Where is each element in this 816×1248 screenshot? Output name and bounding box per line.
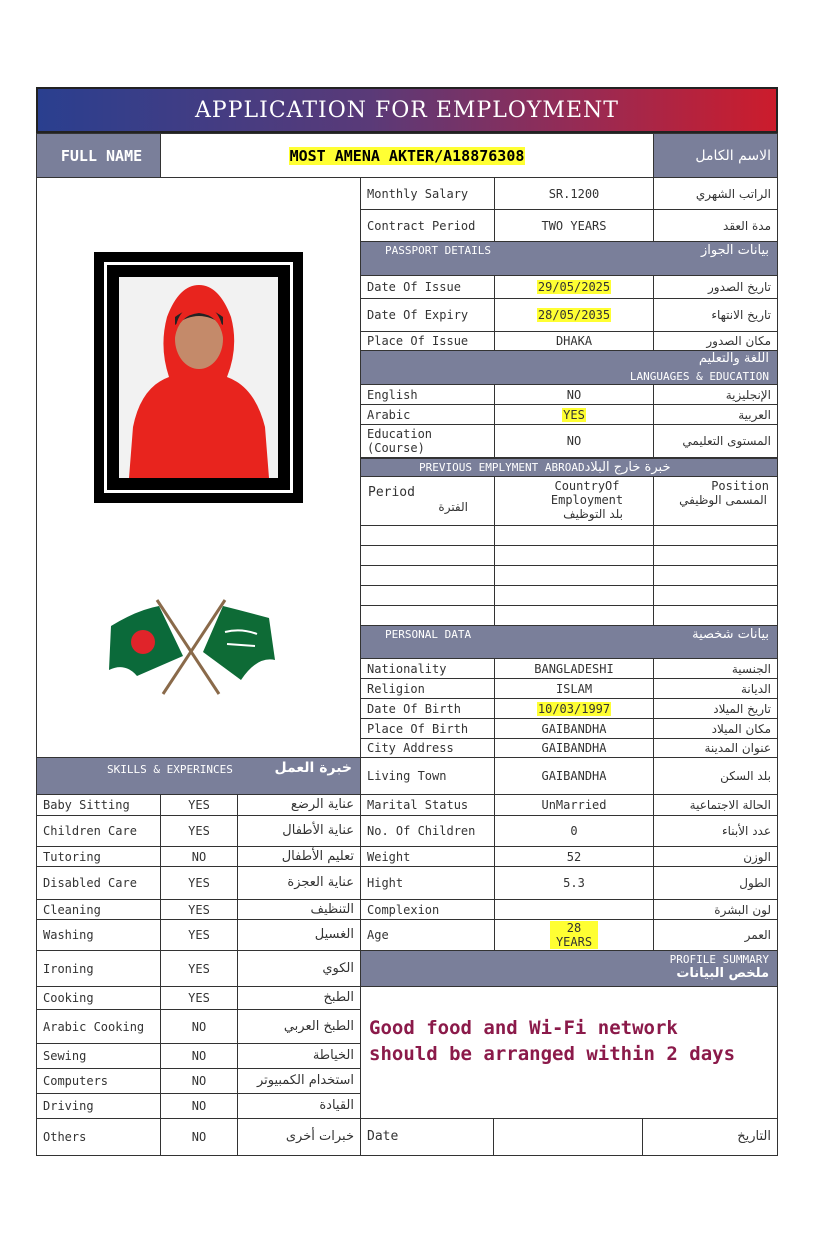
prev-row-3-country bbox=[494, 565, 654, 586]
personal-header-en: PERSONAL DATA bbox=[385, 628, 472, 641]
contract-period-label-ar: مدة العقد bbox=[653, 209, 778, 242]
skill-4-value: YES bbox=[160, 899, 238, 920]
contract-period-value-cell bbox=[494, 209, 654, 242]
col-period-en: Period bbox=[368, 485, 415, 500]
personal-header-ar: بيانات شخصية bbox=[692, 627, 769, 642]
skill-3-label-ar: عناية العجزة bbox=[237, 866, 361, 900]
education-value-cell bbox=[494, 424, 654, 458]
marital-status-value-cell bbox=[494, 794, 654, 816]
living-town-value-cell bbox=[494, 757, 654, 795]
full-name-value: MOST AMENA AKTER/A18876308 bbox=[289, 146, 525, 165]
prev-row-4-position bbox=[653, 585, 778, 606]
photo-area bbox=[36, 177, 361, 758]
place-of-issue-value: DHAKA bbox=[555, 334, 593, 348]
languages-header bbox=[360, 350, 778, 385]
skill-2-label-ar: تعليم الأطفال bbox=[237, 846, 361, 867]
skill-11-value: NO bbox=[160, 1093, 238, 1119]
age-value: 28 YEARS bbox=[550, 921, 598, 949]
date-of-birth-value-cell bbox=[494, 698, 654, 719]
city-address-label-ar: عنوان المدينة bbox=[653, 738, 778, 758]
nationality-label-ar: الجنسية bbox=[653, 658, 778, 679]
date-of-birth-label: Date Of Birth bbox=[360, 698, 495, 719]
prev-row-4-country bbox=[494, 585, 654, 606]
prev-employment-header bbox=[360, 458, 778, 477]
skill-5-label-ar: الغسيل bbox=[237, 919, 361, 951]
no-of-children-value: 0 bbox=[570, 824, 578, 838]
date-label: Date bbox=[360, 1118, 494, 1156]
complexion-label-ar: لون البشرة bbox=[653, 899, 778, 920]
place-of-issue-label: Place Of Issue bbox=[360, 331, 495, 351]
city-address-label: City Address bbox=[360, 738, 495, 758]
col-position-ar: المسمى الوظيفي bbox=[679, 493, 767, 507]
weight-value-cell bbox=[494, 846, 654, 867]
contract-period-label: Contract Period bbox=[360, 209, 495, 242]
skills-header bbox=[36, 757, 361, 795]
city-address-value: GAIBANDHA bbox=[541, 741, 607, 755]
arabic-value: YES bbox=[563, 407, 585, 422]
age-label: Age bbox=[360, 919, 495, 951]
no-of-children-value-cell bbox=[494, 815, 654, 847]
skill-10-label: Computers bbox=[36, 1068, 161, 1094]
skill-3-label: Disabled Care bbox=[36, 866, 161, 900]
living-town-value: GAIBANDHA bbox=[541, 769, 607, 783]
skill-8-label: Arabic Cooking bbox=[36, 1009, 161, 1044]
date-of-issue-label: Date Of Issue bbox=[360, 275, 495, 299]
date-of-issue-value: 29/05/2025 bbox=[537, 280, 611, 294]
monthly-salary-label-ar: الراتب الشهري bbox=[653, 177, 778, 210]
skill-0-value: YES bbox=[160, 794, 238, 816]
prev-row-5-position bbox=[653, 605, 778, 626]
skill-6-label: Ironing bbox=[36, 950, 161, 987]
no-of-children-label: No. Of Children bbox=[360, 815, 495, 847]
place-of-birth-value: GAIBANDHA bbox=[541, 721, 607, 736]
passport-header-ar: بيانات الجواز bbox=[700, 243, 769, 258]
prev-row-2-period bbox=[360, 545, 495, 566]
skill-8-value: NO bbox=[160, 1009, 238, 1044]
date-of-birth-value: 10/03/1997 bbox=[537, 701, 611, 716]
languages-header-ar: اللغة والتعليم bbox=[698, 351, 769, 366]
living-town-label-ar: بلد السكن bbox=[653, 757, 778, 795]
applicant-photo bbox=[119, 277, 278, 478]
education-label-ar: المستوى التعليمي bbox=[653, 424, 778, 458]
skill-3-value: YES bbox=[160, 866, 238, 900]
date-label-ar: التاريخ bbox=[642, 1118, 778, 1156]
applicant-portrait-icon bbox=[119, 277, 278, 478]
skill-7-label-ar: الطبخ bbox=[237, 986, 361, 1010]
prev-row-2-position bbox=[653, 545, 778, 566]
religion-label: Religion bbox=[360, 678, 495, 699]
skill-4-label-ar: التنظيف bbox=[237, 899, 361, 920]
photo-frame bbox=[94, 252, 303, 503]
place-of-birth-label-ar: مكان الميلاد bbox=[653, 718, 778, 739]
passport-header-en: PASSPORT DETAILS bbox=[385, 244, 491, 257]
profile-summary-text: Good food and Wi-Fi network should be arranged within 2 days bbox=[369, 1017, 736, 1065]
weight-label-ar: الوزن bbox=[653, 846, 778, 867]
arabic-label-ar: العربية bbox=[653, 404, 778, 425]
prev-row-3-period bbox=[360, 565, 495, 586]
marital-status-label-ar: الحالة الاجتماعية bbox=[653, 794, 778, 816]
arabic-value-cell bbox=[494, 404, 654, 425]
bangladesh-saudi-flags-icon bbox=[107, 598, 287, 698]
contract-period-value: TWO YEARS bbox=[541, 218, 607, 233]
prev-row-1-period bbox=[360, 525, 495, 546]
hight-label: Hight bbox=[360, 866, 495, 900]
full-name-value-cell bbox=[160, 133, 654, 178]
date-of-expiry-value-cell bbox=[494, 298, 654, 332]
place-of-birth-label: Place Of Birth bbox=[360, 718, 495, 739]
date-value bbox=[493, 1118, 643, 1156]
col-country-en: CountryOf Employment bbox=[550, 479, 624, 507]
monthly-salary-value-cell bbox=[494, 177, 654, 210]
skill-2-value: NO bbox=[160, 846, 238, 867]
skill-5-value: YES bbox=[160, 919, 238, 951]
profile-summary-header-en: PROFILE SUMMARY bbox=[669, 953, 769, 966]
complexion-label: Complexion bbox=[360, 899, 495, 920]
profile-summary-header-ar: ملخص البيانات bbox=[676, 966, 769, 981]
weight-label: Weight bbox=[360, 846, 495, 867]
skill-11-label-ar: القيادة bbox=[237, 1093, 361, 1119]
hight-value: 5.3 bbox=[563, 876, 585, 890]
monthly-salary-label: Monthly Salary bbox=[360, 177, 495, 210]
col-period-ar: الفترة bbox=[438, 500, 468, 514]
col-position-en: Position bbox=[711, 479, 769, 493]
marital-status-value: UnMarried bbox=[541, 798, 607, 812]
skill-9-label: Sewing bbox=[36, 1043, 161, 1069]
skill-4-label: Cleaning bbox=[36, 899, 161, 920]
skill-6-value: YES bbox=[160, 950, 238, 987]
nationality-value-cell bbox=[494, 658, 654, 679]
prev-row-2-country bbox=[494, 545, 654, 566]
date-of-birth-label-ar: تاريخ الميلاد bbox=[653, 698, 778, 719]
skill-2-label: Tutoring bbox=[36, 846, 161, 867]
skill-5-label: Washing bbox=[36, 919, 161, 951]
page-title: APPLICATION FOR EMPLOYMENT bbox=[36, 87, 778, 133]
skill-0-label-ar: عناية الرضع bbox=[237, 794, 361, 816]
prev-row-1-position bbox=[653, 525, 778, 546]
skill-1-label: Children Care bbox=[36, 815, 161, 847]
prev-row-3-position bbox=[653, 565, 778, 586]
date-of-expiry-label-ar: تاريخ الانتهاء bbox=[653, 298, 778, 332]
skill-1-label-ar: عناية الأطفال bbox=[237, 815, 361, 847]
profile-summary-header bbox=[360, 950, 778, 987]
place-of-issue-value-cell bbox=[494, 331, 654, 351]
city-address-value-cell bbox=[494, 738, 654, 758]
english-value: NO bbox=[566, 387, 582, 402]
hight-label-ar: الطول bbox=[653, 866, 778, 900]
skill-10-value: NO bbox=[160, 1068, 238, 1094]
passport-header bbox=[360, 241, 778, 276]
skill-8-label-ar: الطبخ العربي bbox=[237, 1009, 361, 1044]
col-position bbox=[653, 476, 778, 526]
skill-12-value: NO bbox=[160, 1118, 238, 1156]
religion-label-ar: الديانة bbox=[653, 678, 778, 699]
no-of-children-label-ar: عدد الأبناء bbox=[653, 815, 778, 847]
prev-row-1-country bbox=[494, 525, 654, 546]
english-label: English bbox=[360, 384, 495, 405]
education-label: Education (Course) bbox=[360, 424, 495, 458]
english-value-cell bbox=[494, 384, 654, 405]
arabic-label: Arabic bbox=[360, 404, 495, 425]
col-country-ar: بلد التوظيف bbox=[563, 507, 623, 521]
skill-1-value: YES bbox=[160, 815, 238, 847]
nationality-label: Nationality bbox=[360, 658, 495, 679]
date-of-issue-label-ar: تاريخ الصدور bbox=[653, 275, 778, 299]
english-label-ar: الإنجليزية bbox=[653, 384, 778, 405]
living-town-label: Living Town bbox=[360, 757, 495, 795]
skill-9-label-ar: الخياطة bbox=[237, 1043, 361, 1069]
prev-row-5-period bbox=[360, 605, 495, 626]
col-country bbox=[494, 476, 654, 526]
hight-value-cell bbox=[494, 866, 654, 900]
skill-12-label: Others bbox=[36, 1118, 161, 1156]
skill-9-value: NO bbox=[160, 1043, 238, 1069]
skills-header-ar: خبرة العمل bbox=[274, 760, 352, 776]
skill-7-label: Cooking bbox=[36, 986, 161, 1010]
place-of-birth-value-cell bbox=[494, 718, 654, 739]
weight-value: 52 bbox=[566, 849, 582, 864]
prev-employment-header-ar: خبرة خارج البلاد bbox=[584, 460, 671, 475]
complexion-value-cell bbox=[494, 899, 654, 920]
full-name-label: FULL NAME bbox=[36, 133, 161, 178]
prev-row-5-country bbox=[494, 605, 654, 626]
skill-12-label-ar: خبرات أخرى bbox=[237, 1118, 361, 1156]
skill-10-label-ar: استخدام الكمبيوتر bbox=[237, 1068, 361, 1094]
skills-header-en: SKILLS & EXPERINCES bbox=[107, 763, 233, 776]
date-of-expiry-value: 28/05/2035 bbox=[537, 308, 611, 322]
age-value-cell bbox=[494, 919, 654, 951]
religion-value: ISLAM bbox=[555, 681, 593, 696]
nationality-value: BANGLADESHI bbox=[534, 661, 614, 676]
place-of-issue-label-ar: مكان الصدور bbox=[653, 331, 778, 351]
col-period bbox=[360, 476, 495, 526]
languages-header-en: LANGUAGES & EDUCATION bbox=[629, 370, 769, 383]
religion-value-cell bbox=[494, 678, 654, 699]
profile-summary-box bbox=[360, 986, 778, 1119]
date-of-issue-value-cell bbox=[494, 275, 654, 299]
prev-employment-header-en: PREVIOUS EMPLYMENT ABROAD bbox=[419, 461, 585, 474]
marital-status-label: Marital Status bbox=[360, 794, 495, 816]
full-name-label-ar: الاسم الكامل bbox=[653, 133, 778, 178]
age-label-ar: العمر bbox=[653, 919, 778, 951]
skill-6-label-ar: الكوي bbox=[237, 950, 361, 987]
education-value: NO bbox=[566, 434, 582, 448]
date-of-expiry-label: Date Of Expiry bbox=[360, 298, 495, 332]
skill-11-label: Driving bbox=[36, 1093, 161, 1119]
personal-header bbox=[360, 625, 778, 659]
monthly-salary-value: SR.1200 bbox=[548, 186, 600, 201]
skill-0-label: Baby Sitting bbox=[36, 794, 161, 816]
prev-row-4-period bbox=[360, 585, 495, 606]
skill-7-value: YES bbox=[160, 986, 238, 1010]
crossed-flags bbox=[107, 598, 287, 698]
